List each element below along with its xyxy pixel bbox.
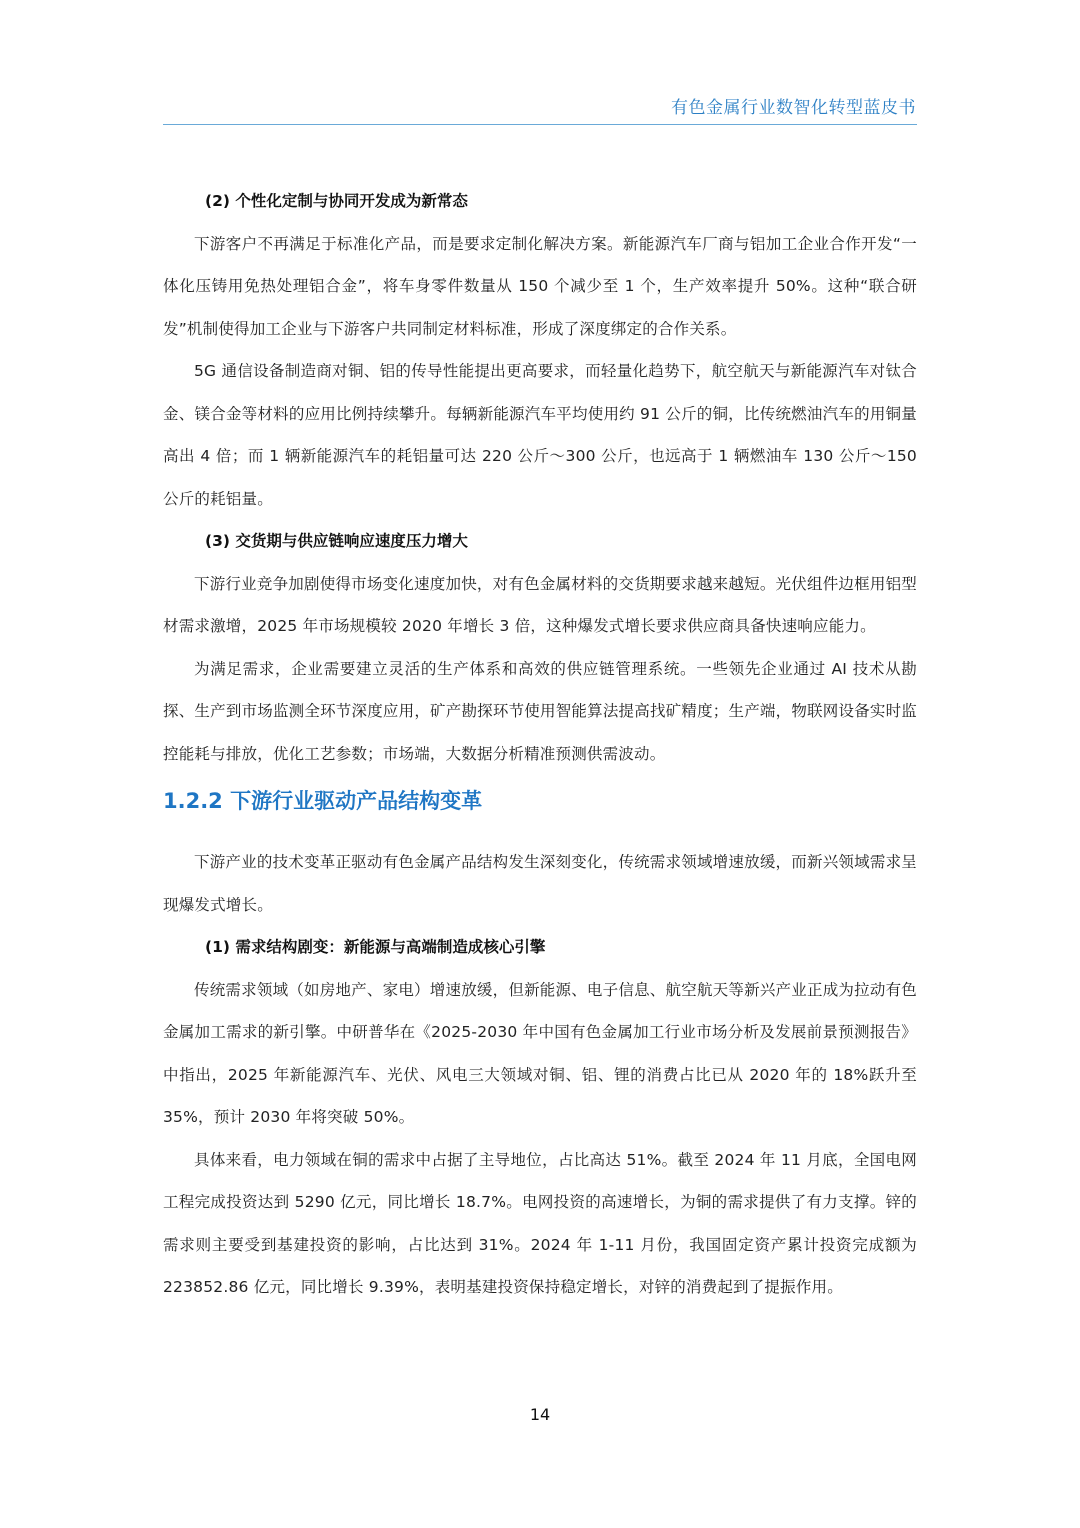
paragraph: 5G 通信设备制造商对铜、铝的传导性能提出更高要求，而轻量化趋势下，航空航天与新能源汽车对钛合金、镁合金等材料的应用比例持续攀升。每辆新能源汽车平均使用约 91 公斤的铜，比传统燃油汽车的用铜量高出 4 倍；而 1 辆新能源汽车的耗铝量可达 220 公斤～300 公斤，也远高于 1 辆燃油车 130 公斤～150 公斤的耗铝量。 bbox=[163, 362, 917, 508]
page-number: 14 bbox=[529, 1405, 551, 1424]
subsection-heading-2: (2) 个性化定制与协同开发成为新常态 bbox=[205, 192, 468, 210]
section-heading-1-2-2: 1.2.2 下游行业驱动产品结构变革 bbox=[163, 789, 483, 813]
header-divider bbox=[163, 124, 917, 125]
paragraph: 为满足需求，企业需要建立灵活的生产体系和高效的供应链管理系统。一些领先企业通过 AI 技术从勘探、生产到市场监测全环节深度应用，矿产勘探环节使用智能算法提高找矿精度；生产端，物联网设备实时监控能耗与排放，优化工艺参数；市场端，大数据分析精准预测供需波动。 bbox=[163, 659, 917, 763]
subsection-heading-1: (1) 需求结构剧变：新能源与高端制造成核心引擎 bbox=[205, 938, 546, 956]
subsection-heading-3: (3) 交货期与供应链响应速度压力增大 bbox=[205, 532, 468, 550]
running-header-title: 有色金属行业数智化转型蓝皮书 bbox=[671, 98, 916, 118]
paragraph: 具体来看，电力领域在铜的需求中占据了主导地位，占比高达 51%。截至 2024 年 11 月底，全国电网工程完成投资达到 5290 亿元，同比增长 18.7%。电网投资的高速增长，为铜的需求提供了有力支撑。锌的需求则主要受到基建投资的影响，占比达到 31%。2024 年 1-11 月份，我国固定资产累计投资完成额为 223852.86 亿元，同比增长 9.39%，表明基建投资保持稳定增长，对锌的消费起到了提振作用。 bbox=[163, 1150, 917, 1296]
paragraph: 下游行业竞争加剧使得市场变化速度加快，对有色金属材料的交货期要求越来越短。光伏组件边框用铝型材需求激增，2025 年市场规模较 2020 年增长 3 倍，这种爆发式增长要求供应商具备快速响应能力。 bbox=[163, 574, 917, 635]
paragraph: 传统需求领域（如房地产、家电）增速放缓，但新能源、电子信息、航空航天等新兴产业正成为拉动有色金属加工需求的新引擎。中研普华在《2025-2030 年中国有色金属加工行业市场分析及发展前景预测报告》中指出，2025 年新能源汽车、光伏、风电三大领域对铜、铝、锂的消费占比已从 2020 年的 18%跃升至 35%，预计 2030 年将突破 50%。 bbox=[163, 980, 917, 1126]
paragraph: 下游产业的技术变革正驱动有色金属产品结构发生深刻变化，传统需求领域增速放缓，而新兴领域需求呈现爆发式增长。 bbox=[163, 853, 917, 914]
paragraph: 下游客户不再满足于标准化产品，而是要求定制化解决方案。新能源汽车厂商与铝加工企业合作开发“一体化压铸用免热处理铝合金”，将车身零件数量从 150 个减少至 1 个，生产效率提升 50%。这种“联合研发”机制使得加工企业与下游客户共同制定材料标准，形成了深度绑定的合作关系。 bbox=[163, 234, 917, 338]
page-body bbox=[163, 180, 917, 1309]
